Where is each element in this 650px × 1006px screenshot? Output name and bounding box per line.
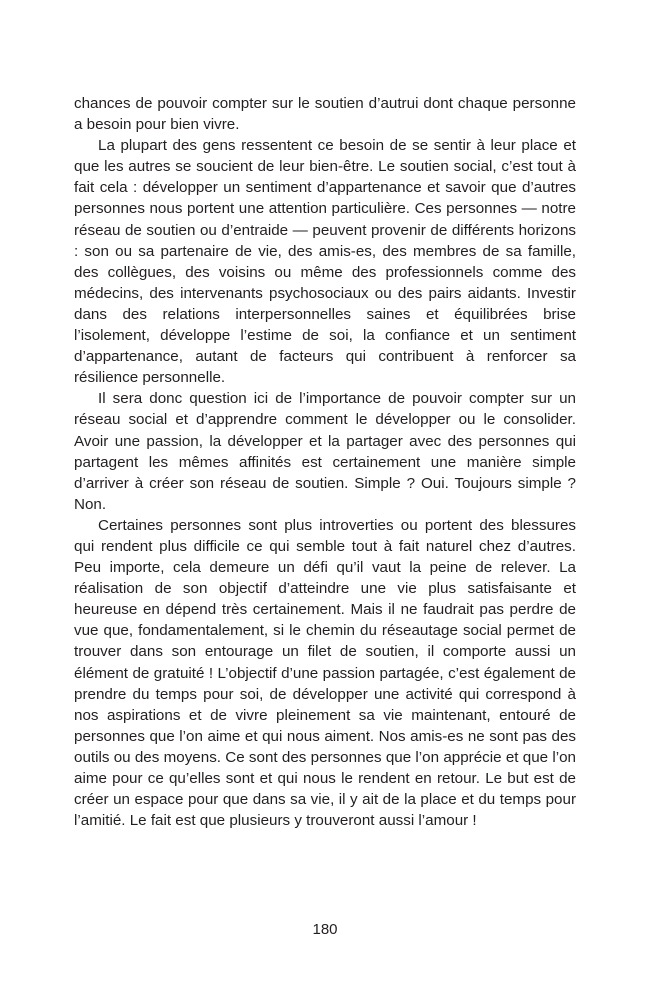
paragraph-shared-passion: Certaines personnes sont plus introverties ou portent des blessures qui rendent plus difficile ce qui semble tout à fait naturel chez d’autres. Peu importe, cela demeure un défi qu’il vaut la peine de relever. La réalisation de son objectif d’atteindre une vie plus satisfaisante et heureuse en dépend très certainement. Mais il ne faudrait pas perdre de vue que, fondamentalement, si le chemin du réseautage social permet de trouver dans son entourage un filet de soutien, il comporte aussi un élément de gratuité ! L’objectif d’une passion partagée, c’est également de prendre du temps pour soi, de développer une activité qui correspond à nos aspirations et de vivre pleinement sa vie maintenant, entouré de personnes que l’on aime et qui nous aiment. Nos amis-es ne sont pas des outils ou des moyens. Ce sont des personnes que l’on apprécie et que l’on aime pour ce qu’elles sont et qui nous le rendent en retour. Le but est de créer un espace pour que dans sa vie, il y ait de la place et du temps pour l’amitié. Le fait est que plusieurs y trouveront aussi l’amour !	[74, 516, 576, 830]
page-number: 180	[312, 921, 338, 938]
paragraph-social-support: La plupart des gens ressentent ce besoin de se sentir à leur place et que les autres se soucient de leur bien-être. Le soutien social, c’est tout à fait cela : développer un sentiment d’appartenance et savoir que d’autres personnes nous portent une attention particulière. Ces personnes — notre réseau de soutien ou d’entraide — peuvent provenir de différents horizons : son ou sa partenaire de vie, des amis-es, des membres de sa famille, des collègues, des voisins ou même des professionnels comme des médecins, des intervenants psychosociaux ou des pairs aidants. Investir dans des relations interpersonnelles saines et équilibrées brise l’isolement, développe l’estime de soi, la confiance et un sentiment d’appartenance, autant de facteurs qui contribuent à renforcer sa résilience personnelle.	[74, 137, 576, 387]
page-body	[74, 93, 576, 831]
paragraph-social-network: Il sera donc question ici de l’importance de pouvoir compter sur un réseau social et d’apprendre comment le développer ou le consolider. Avoir une passion, la développer et la partager avec des personnes qui partagent les mêmes affinités est certainement une manière simple d’arriver à créer son réseau de soutien. Simple ? Oui. Toujours simple ? Non.	[74, 390, 576, 513]
paragraph-continuation: chances de pouvoir compter sur le soutien d’autrui dont chaque personne a besoin pour bien vivre.	[74, 95, 576, 134]
